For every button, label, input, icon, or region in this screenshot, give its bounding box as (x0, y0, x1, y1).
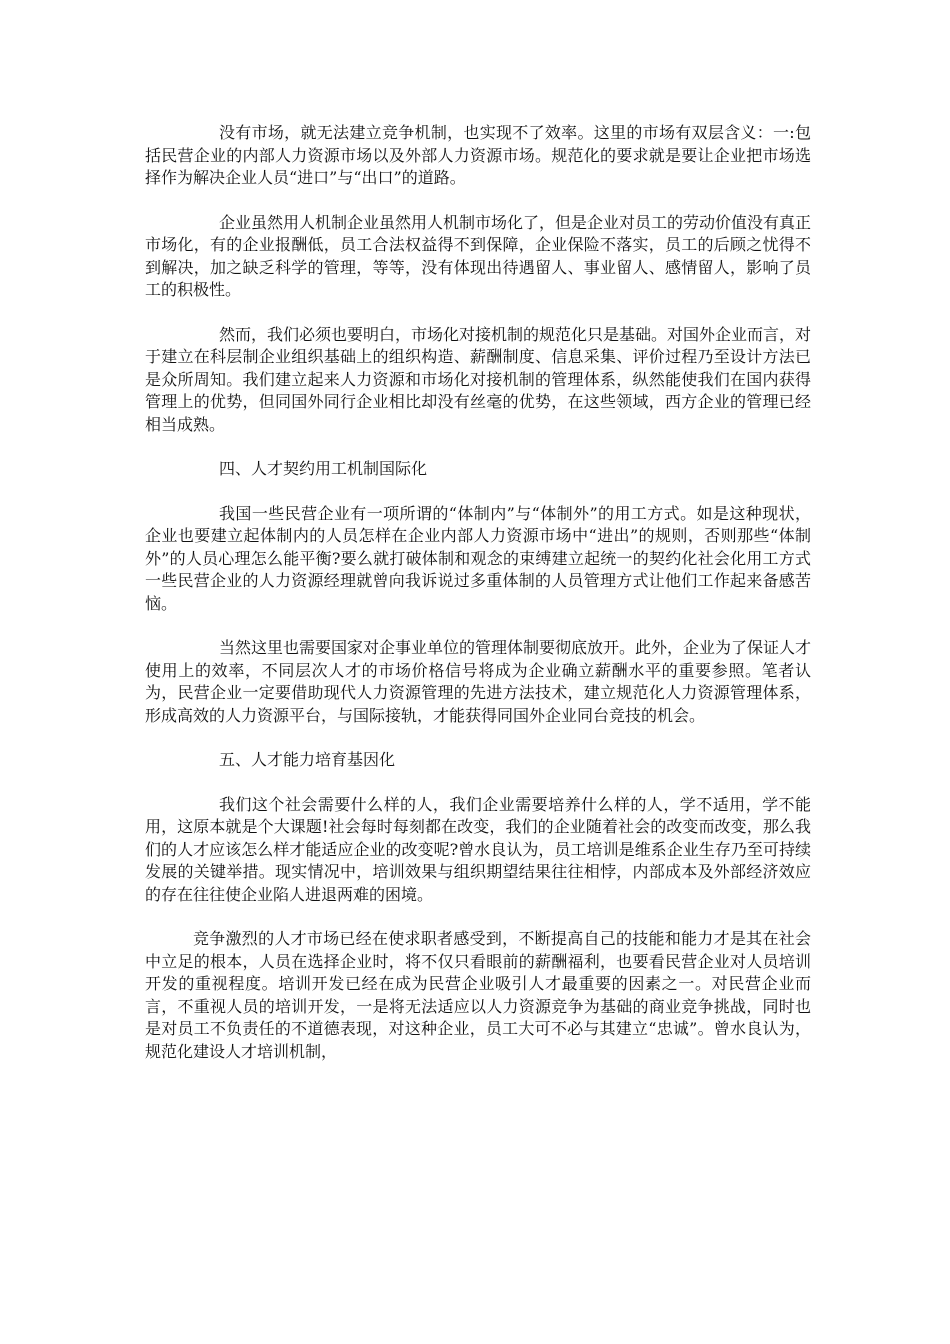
paragraph-salary-reference: 当然这里也需要国家对企事业单位的管理体制要彻底放开。此外，企业为了保证人才使用上的效率，不同层次人才的市场价格信号将成为企业确立薪酬水平的重要参照。笔者认为，民营企业一定要借助现代人力资源管理的先进方法技术，建立规范化人力资源管理体系，形成高效的人力资源平台，与国际接轨，才能获得同国外企业同台竞技的机会。 (145, 638, 812, 725)
paragraph-market-competition: 没有市场，就无法建立竞争机制，也实现不了效率。这里的市场有双层含义：一:包括民营企业的内部人力资源市场以及外部人力资源市场。规范化的要求就是要让企业把市场选择作为解决企业人员“进口”与“出口”的道路。 (145, 123, 811, 187)
paragraph-employment-system: 我国一些民营企业有一项所谓的“体制内”与“体制外”的用工方式。如是这种现状，企业也要建立起体制内的人员怎样在企业内部人力资源市场中“进出”的规则，否则那些“体制外”的人员心理怎么能平衡?要么就打破体制和观念的束缚建立起统一的契约化社会化用工方式一些民营企业的人力资源经理就曾向我诉说过多重体制的人员管理方式让他们工作起来备感苦恼。 (145, 503, 811, 613)
section-heading-5: 五、人才能力培育基因化 (219, 750, 396, 769)
paragraph-talent-market: 竞争激烈的人才市场已经在使求职者感受到，不断提高自己的技能和能力才是其在社会中立足的根本，人员在选择企业时，将不仅只看眼前的薪酬福利，也要看民营企业对人员培训开发的重视程度。培训开发已经在成为民营企业吸引人才最重要的因素之一。对民营企业而言，不重视人员的培训开发，一是将无法适应以人力资源竞争为基础的商业竞争挑战，同时也是对员工不负责任的不道德表现，对这种企业，员工大可不必与其建立“忠诚”。曾水良认为，规范化建设人才培训机制， (145, 929, 811, 1061)
paragraph-labor-value: 企业虽然用人机制企业虽然用人机制市场化了，但是企业对员工的劳动价值没有真正市场化，有的企业报酬低，员工合法权益得不到保障，企业保险不落实，员工的后顾之忧得不到解决，加之缺乏科学的管理，等等，没有体现出待遇留人、事业留人、感情留人，影响了员工的积极性。 (145, 212, 812, 299)
paragraph-foreign-management: 然而，我们必须也要明白，市场化对接机制的规范化只是基础。对国外企业而言，对于建立在科层制企业组织基础上的组织构造、薪酬制度、信息采集、评价过程乃至设计方法已是众所周知。我们建立起来人力资源和市场化对接机制的管理体系，纵然能使我们在国内获得管理上的优势，但同国外同行企业相比却没有丝毫的优势，在这些领域，西方企业的管理已经相当成熟。 (145, 324, 812, 434)
paragraph-training-topic: 我们这个社会需要什么样的人，我们企业需要培养什么样的人，学不适用，学不能用，这原本就是个大课题!社会每时每刻都在改变，我们的企业随着社会的改变而改变，那么我们的人才应该怎么样才能适应企业的改变呢?曾水良认为，员工培训是维系企业生存乃至可持续发展的关键举措。现实情况中，培训效果与组织期望结果往往相悖，内部成本及外部经济效应的存在往往使企业陷人进退两难的困境。 (145, 794, 811, 904)
section-heading-4: 四、人才契约用工机制国际化 (219, 459, 428, 478)
document-body (145, 122, 811, 1085)
